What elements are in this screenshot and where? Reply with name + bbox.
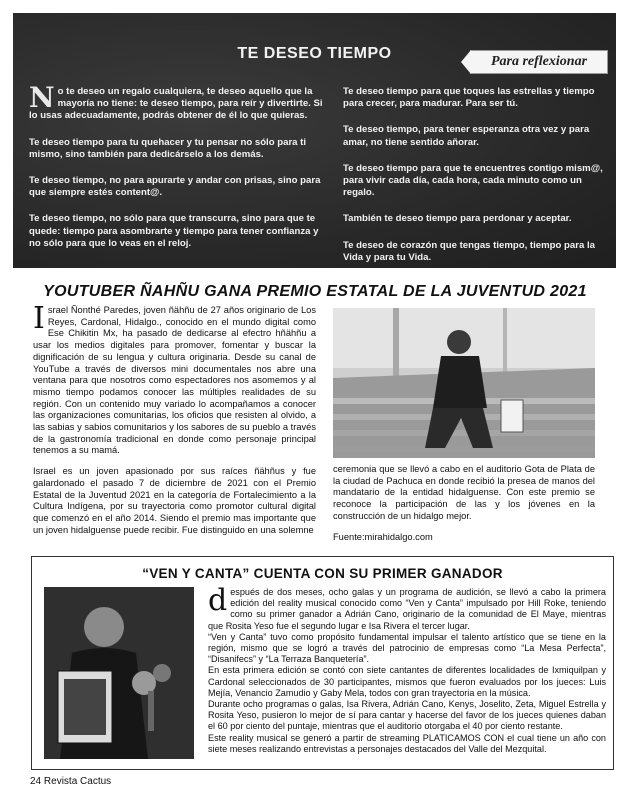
article-paragraph: Durante ocho programas o galas, Isa Rivera, Adrián Cano, Kenys, Joselito, Zeta, Miguel Estrella y Rosita Yeso, pusieron lo mejor de sí para cantar y hacerse del favor de los jueces quienes daban el 60 por ciento del puntaje, mientras que el auditorio otorgaba el 40 por ciento restante. [208, 699, 606, 732]
article-paragraph: En esta primera edición se contó con siete cantantes de diferentes localidades de Ixmiquilpan y Cardonal seleccionados de 30 participantes, mismos que fueron evaluados por los jueces: Luis Mejía, Venancio Zamudio y Gaby Mela, todos con gran trayectoria en la música. [208, 665, 606, 698]
drop-cap: N [29, 81, 55, 114]
award-photo [333, 308, 595, 458]
chalkboard-box [13, 13, 616, 268]
poem-paragraph: Te deseo tiempo, no para apurarte y andar con prisas, sino para que siempre estés content@. [29, 175, 321, 199]
poem-title: TE DESEO TIEMPO [237, 45, 392, 62]
poem-paragraph: Te deseo de corazón que tengas tiempo, tiempo para la Vida y para tu Vida. [343, 239, 595, 263]
article-right-column [333, 464, 595, 552]
article-box [31, 556, 614, 770]
page-footer [30, 776, 111, 787]
article-headline: “VEN Y CANTA” CUENTA CON SU PRIMER GANADOR [142, 566, 503, 581]
poem-paragraph: Te deseo tiempo para tu quehacer y tu pensar no sólo para ti mismo, sino también para dedicárselo a los demás. [29, 136, 307, 160]
poem-paragraph: Te deseo tiempo para que te encuentres contigo mism@, para vivir cada día, cada hora, cada minuto como un regalo. [343, 162, 603, 199]
article-paragraph: Israel Ñonthé Paredes, joven ñähñu de 27 años originario de Los Reyes, Cardonal, Hidalgo., conocido en el mundo digital como Ese Chikitin Mx, ha pasado de dedicarse al efectro hñähñu a usar los medios digitales para promover, fomentar y buscar la dignificación de su lengua y cultura originaria. Desde su canal de YouTube a través de diversos mini documentales nos abre una ventana para que nosotros como espectadores nos asomemos y al mismo tiempo podamos conocer las múltiples realidades de su región. Con un contenido muy variado lo acompañamos a conocer las organizaciones comunitarias, los oficios que resisten al olvido, a las sabias y sabios comunitarios y los sabores de su pueblo a través de la gastronomía tradicional en donde como personaje principal tenemos a su mamá. [33, 301, 316, 456]
article-left-column [33, 301, 316, 545]
poem-paragraph: Te deseo tiempo para que toques las estrellas y tiempo para crecer, para madurar. Para ser tú. [343, 86, 595, 110]
article-headline: YOUTUBER ÑAHÑU GANA PREMIO ESTATAL DE LA JUVENTUD 2021 [43, 283, 587, 300]
drop-cap: d [208, 583, 228, 618]
article-source: Fuente:mirahidalgo.com [333, 531, 433, 542]
poem-paragraph: No te deseo un regalo cualquiera, te deseo aquello que la mayoría no tiene: te deseo tiempo, para reír y divertirte. Si lo usas adecuadamente, podrás obtener de él lo que quieras. [29, 81, 323, 122]
poem-right-column [343, 86, 605, 268]
article-paragraph: Este reality musical se generó a partir de streaming PLATICAMOS CON el cual tiene un año con siete meses realizando entrevistas a personajes destacados del Valle del Mezquital. [208, 732, 606, 754]
drop-cap: I [33, 301, 45, 336]
poem-paragraph: También te deseo tiempo para perdonar y aceptar. [343, 213, 572, 225]
poem-left-column [29, 81, 325, 264]
winner-photo [44, 587, 194, 759]
article-paragraph: ceremonia que se llevó a cabo en el auditorio Gota de Plata de la ciudad de Pachuca en donde recibió la presea de manos del mandatario de la entidad hidalguense. Con este premio se reconoce la participación de las y los jóvenes en la construcción de un hidalgo mejor. [333, 464, 595, 521]
poem-paragraph: Te deseo tiempo, no sólo para que transcurra, sino para que te quede: tiempo para asombrarte y tiempo para tener confianza y no sólo para que lo veas en el reloj. [29, 213, 319, 249]
article-paragraph: Israel es un joven apasionado por sus raíces ñähñus y fue galardonado el pasado 7 de diciembre de 2021 con el Premio Estatal de la Juventud 2021 en la categoría de Fortalecimiento a la Cultura Indígena, por su trayectoria como promotor cultural digital que comenzó en el año 2014. Siendo el premio mas importante que un joven hidalguense puede recibir. Fue distinguido en una solemne [33, 466, 316, 535]
article-paragraph: después de dos meses, ocho galas y un programa de audición, se llevó a cabo la primera edición del reality musical conocido como “Ven y Canta” impulsado por Hill Roke, teniendo como su primer ganador a Adrián Cano, originario de la comunidad de El Maye, mientras que Rosita Yeso fue el segundo lugar e Isa Rivera el tercer lugar. [208, 583, 606, 631]
article2-body [208, 583, 606, 755]
article-paragraph: “Ven y Canta” tuvo como propósito fundamental impulsar el talento artístico que se tiene en la región, mismo que se logró a través del patrocinio de empresas como “La Mesa Perfecta”, “Disanifecs” y “La Terraza Banquetería”. [208, 631, 606, 665]
section-tag: Para reflexionar [470, 50, 608, 74]
magazine-name: Revista Cactus [43, 776, 112, 787]
poem-paragraph: Te deseo tiempo, para tener esperanza otra vez y para amar, no tiene sentido añorar. [343, 124, 590, 148]
page-number: 24 [30, 776, 42, 787]
